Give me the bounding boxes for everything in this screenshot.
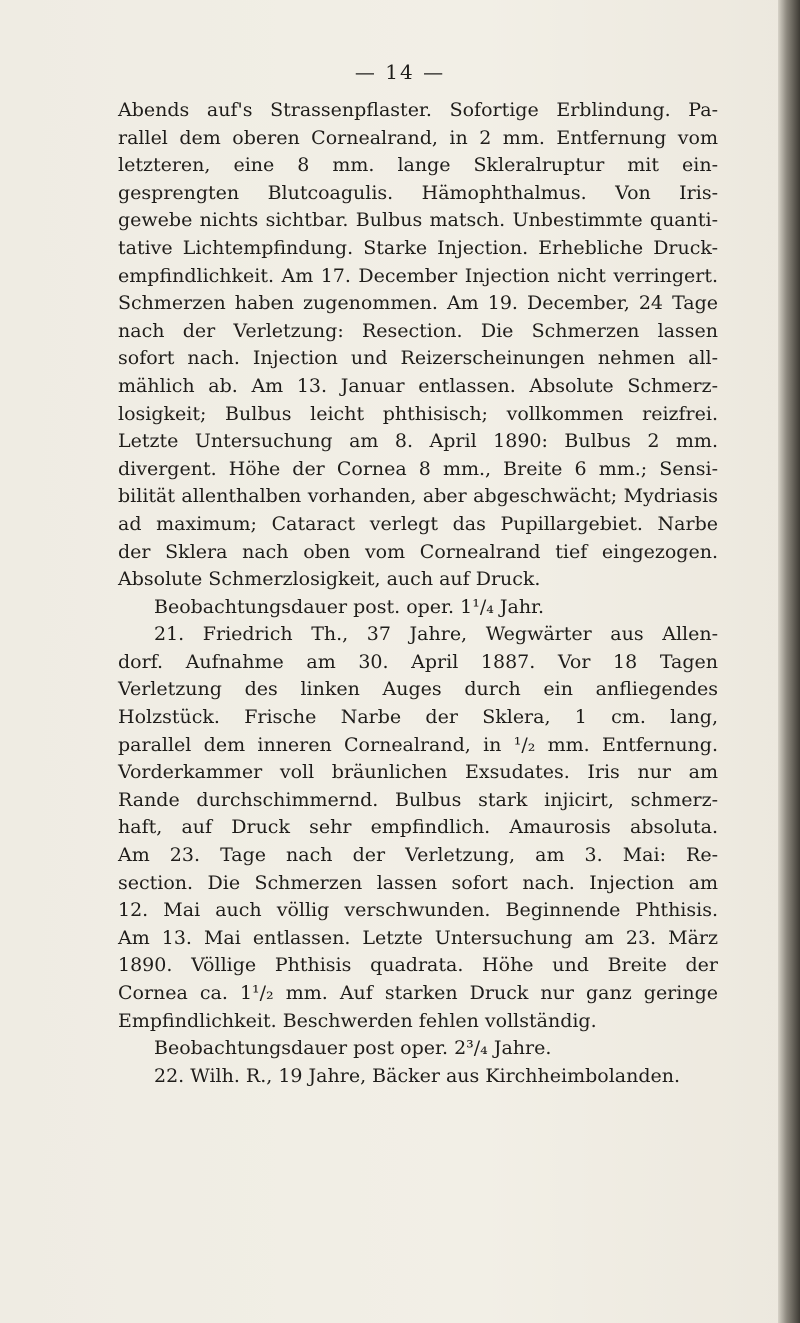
text-line: Beobachtungsdauer post. oper. 1¹/₄ Jahr. (154, 595, 545, 618)
body-text (118, 97, 718, 1090)
text-line: Am 23. Tage nach der Verletzung, am 3. Mai: Re- (118, 844, 718, 867)
text-line: Schmerzen haben zugenommen. Am 19. December, 24 Tage (118, 292, 718, 315)
text-line: sofort nach. Injection und Reizerscheinungen nehmen all- (118, 347, 718, 370)
text-line: nach der Verletzung: Resection. Die Schmerzen lassen (118, 319, 718, 342)
text-line: Verletzung des linken Auges durch ein anfliegendes (118, 678, 718, 701)
page-number: — 14 — (354, 60, 446, 84)
page-edge-shadow (778, 0, 800, 1323)
text-line: haft, auf Druck sehr empfindlich. Amaurosis absoluta. (118, 816, 718, 839)
text-line: ad maximum; Cataract verlegt das Pupillargebiet. Narbe (118, 512, 718, 535)
text-line: Cornea ca. 1¹/₂ mm. Auf starken Druck nur ganz geringe (118, 982, 718, 1004)
text-line: 12. Mai auch völlig verschwunden. Beginnende Phthisis. (118, 899, 718, 922)
text-line: mählich ab. Am 13. Januar entlassen. Absolute Schmerz- (118, 374, 718, 397)
text-line: gesprengten Blutcoagulis. Hämophthalmus. Von Iris- (118, 181, 718, 204)
text-line: losigkeit; Bulbus leicht phthisisch; vollkommen reizfrei. (118, 402, 718, 425)
text-line: divergent. Höhe der Cornea 8 mm., Breite 6 mm.; Sensi- (118, 457, 718, 480)
text-line: letzteren, eine 8 mm. lange Skleralruptur mit ein- (118, 154, 718, 177)
text-line: Am 13. Mai entlassen. Letzte Untersuchung am 23. März (118, 926, 718, 949)
text-line: Empfindlichkeit. Beschwerden fehlen vollständig. (118, 1009, 597, 1032)
text-line: tative Lichtempfindung. Starke Injection. Erhebliche Druck- (118, 236, 718, 259)
text-line: parallel dem inneren Cornealrand, in ¹/₂ mm. Entfernung. (118, 733, 718, 756)
text-line: Beobachtungsdauer post oper. 2³/₄ Jahre. (154, 1037, 552, 1060)
text-line: Absolute Schmerzlosigkeit, auch auf Druck. (118, 568, 541, 591)
text-line: Rande durchschimmernd. Bulbus stark injicirt, schmerz- (118, 788, 718, 811)
text-line: der Sklera nach oben vom Cornealrand tief eingezogen. (118, 540, 718, 563)
text-line: rallel dem oberen Cornealrand, in 2 mm. Entfernung vom (118, 126, 718, 149)
text-line: dorf. Aufnahme am 30. April 1887. Vor 18 Tagen (118, 650, 718, 673)
text-line: bilität allenthalben vorhanden, aber abgeschwächt; Mydriasis (118, 485, 718, 508)
text-line: 22. Wilh. R., 19 Jahre, Bäcker aus Kirchheimbolanden. (154, 1064, 681, 1087)
text-line: section. Die Schmerzen lassen sofort nach. Injection am (118, 871, 718, 894)
text-line: 21. Friedrich Th., 37 Jahre, Wegwärter aus Allen- (154, 623, 718, 646)
text-line: 1890. Völlige Phthisis quadrata. Höhe und Breite der (118, 954, 718, 977)
text-line: Abends auf's Strassenpflaster. Sofortige Erblindung. Pa- (118, 99, 718, 121)
text-line: empfindlichkeit. Am 17. December Injection nicht verringert. (118, 264, 718, 287)
text-line: Letzte Untersuchung am 8. April 1890: Bulbus 2 mm. (118, 430, 718, 453)
text-line: gewebe nichts sichtbar. Bulbus matsch. Unbestimmte quanti- (118, 209, 718, 232)
text-line: Vorderkammer voll bräunlichen Exsudates. Iris nur am (118, 761, 718, 784)
text-line: Holzstück. Frische Narbe der Sklera, 1 cm. lang, (118, 706, 718, 729)
